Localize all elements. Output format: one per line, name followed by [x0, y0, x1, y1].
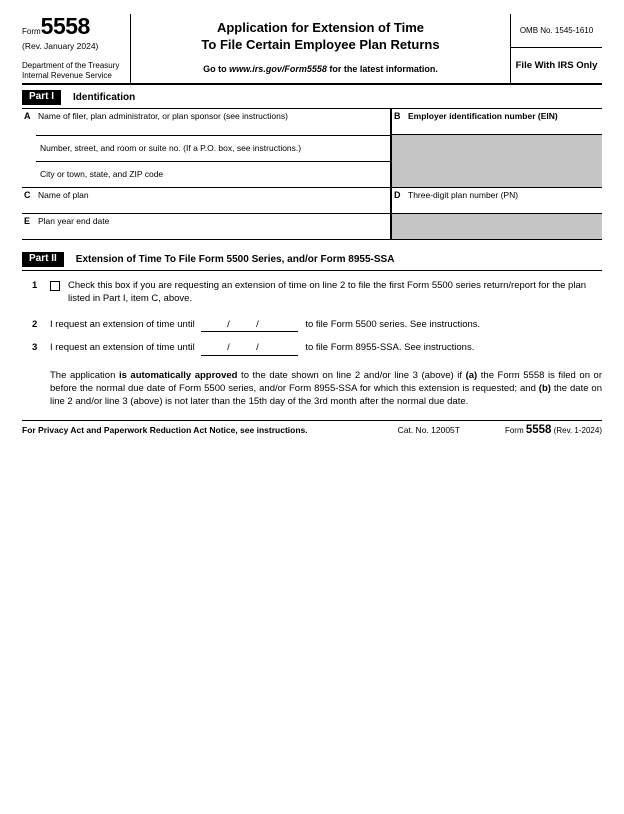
field-b-letter: B — [394, 111, 401, 121]
omb-number: OMB No. 1545-1610 — [511, 14, 602, 48]
field-c-label: Name of plan — [38, 190, 89, 200]
agency-block — [22, 61, 124, 81]
line-1 — [22, 280, 602, 306]
form-header — [22, 14, 602, 85]
plan-name-field[interactable] — [22, 187, 392, 213]
line-3-prefix: I request an extension of time until — [50, 342, 195, 354]
automatic-approval-paragraph: The application is automatically approved to the date shown on line 2 and/or line 3 (above) if (a) the Form 5558 is filed on or before the normal due date of Form 5500 series, and/or Form 8955-SSA for which this extension is requested; and (b) the date on line 2 and/or line 3 (above) is not later than the 15th day of the 3rd month after the normal due date. — [50, 370, 603, 408]
agency-line-2: Internal Revenue Service — [22, 71, 112, 80]
line-3 — [22, 342, 602, 356]
field-b-label: Employer identification number (EIN) — [408, 111, 558, 121]
ein-field[interactable] — [392, 109, 602, 135]
title-block — [131, 14, 510, 83]
field-a-group — [22, 109, 392, 187]
field-b-group — [392, 109, 602, 187]
part2-tag: Part II — [22, 252, 64, 267]
line-3-number: 3 — [32, 342, 38, 354]
line-2-prefix: I request an extension of time until — [50, 318, 195, 330]
plan-number-field[interactable] — [392, 187, 602, 213]
goto-line: Go to www.irs.gov/Form5558 for the latest information. — [203, 63, 438, 74]
form-footer — [22, 420, 602, 436]
omb-block — [510, 14, 602, 83]
file-with-irs-only: File With IRS Only — [515, 60, 598, 71]
field-a-letter: A — [24, 111, 31, 121]
field-c-letter: C — [24, 190, 31, 200]
line-1-text: Check this box if you are requesting an extension of time on line 2 to file the first Form 5500 series return/report for the plan listed in Part I, item C, above. — [68, 280, 587, 304]
revision-date: (Rev. January 2024) — [22, 41, 99, 51]
street-address-label: Number, street, and room or suite no. (If a P.O. box, see instructions.) — [40, 143, 302, 153]
agency-line-1: Department of the Treasury — [22, 61, 120, 70]
form-word: Form — [22, 27, 41, 36]
field-d-label: Three-digit plan number (PN) — [408, 190, 519, 200]
privacy-act-notice: For Privacy Act and Paperwork Reduction Act Notice, see instructions. — [22, 424, 308, 435]
field-e-letter: E — [24, 216, 31, 226]
form-number-block — [22, 14, 131, 83]
part2-bar — [22, 252, 602, 271]
form-number-line — [22, 15, 124, 39]
identification-table — [22, 108, 602, 240]
part1-tag: Part I — [22, 90, 61, 105]
field-a-label: Name of filer, plan administrator, or plan sponsor (see instructions) — [38, 111, 288, 121]
part1-bar — [22, 90, 602, 108]
line-3-date-input[interactable]: / / — [201, 342, 299, 356]
irs-url[interactable]: www.irs.gov/Form5558 — [229, 63, 327, 74]
filer-name-field[interactable] — [22, 109, 390, 135]
city-state-zip-field[interactable] — [36, 161, 390, 187]
line-2 — [22, 319, 602, 333]
catalog-number: Cat. No. 12005T — [397, 424, 460, 435]
plan-year-end-field[interactable] — [22, 213, 392, 239]
line-2-number: 2 — [32, 318, 38, 330]
part2-title: Extension of Time To File Form 5500 Series, and/or Form 8955-SSA — [75, 254, 395, 265]
city-state-zip-label: City or town, state, and ZIP code — [40, 169, 164, 179]
street-address-field[interactable] — [36, 135, 390, 161]
part1-title: Identification — [73, 92, 136, 103]
shaded-area-b — [392, 135, 602, 187]
line-2-suffix: to file Form 5500 series. See instructions. — [305, 318, 481, 330]
field-d-letter: D — [394, 190, 401, 200]
line-3-suffix: to file Form 8955-SSA. See instructions. — [305, 342, 475, 354]
line-1-number: 1 — [32, 280, 38, 291]
line-1-checkbox[interactable] — [50, 281, 60, 291]
footer-form-number: Form 5558 (Rev. 1-2024) — [504, 423, 602, 436]
field-e-label: Plan year end date — [38, 216, 110, 226]
line-2-date-input[interactable]: / / — [201, 319, 299, 333]
form-title: Application for Extension of Time To File Certain Employee Plan Returns — [201, 20, 440, 52]
shaded-area-e — [392, 213, 602, 239]
form-number: 5558 — [40, 13, 90, 39]
